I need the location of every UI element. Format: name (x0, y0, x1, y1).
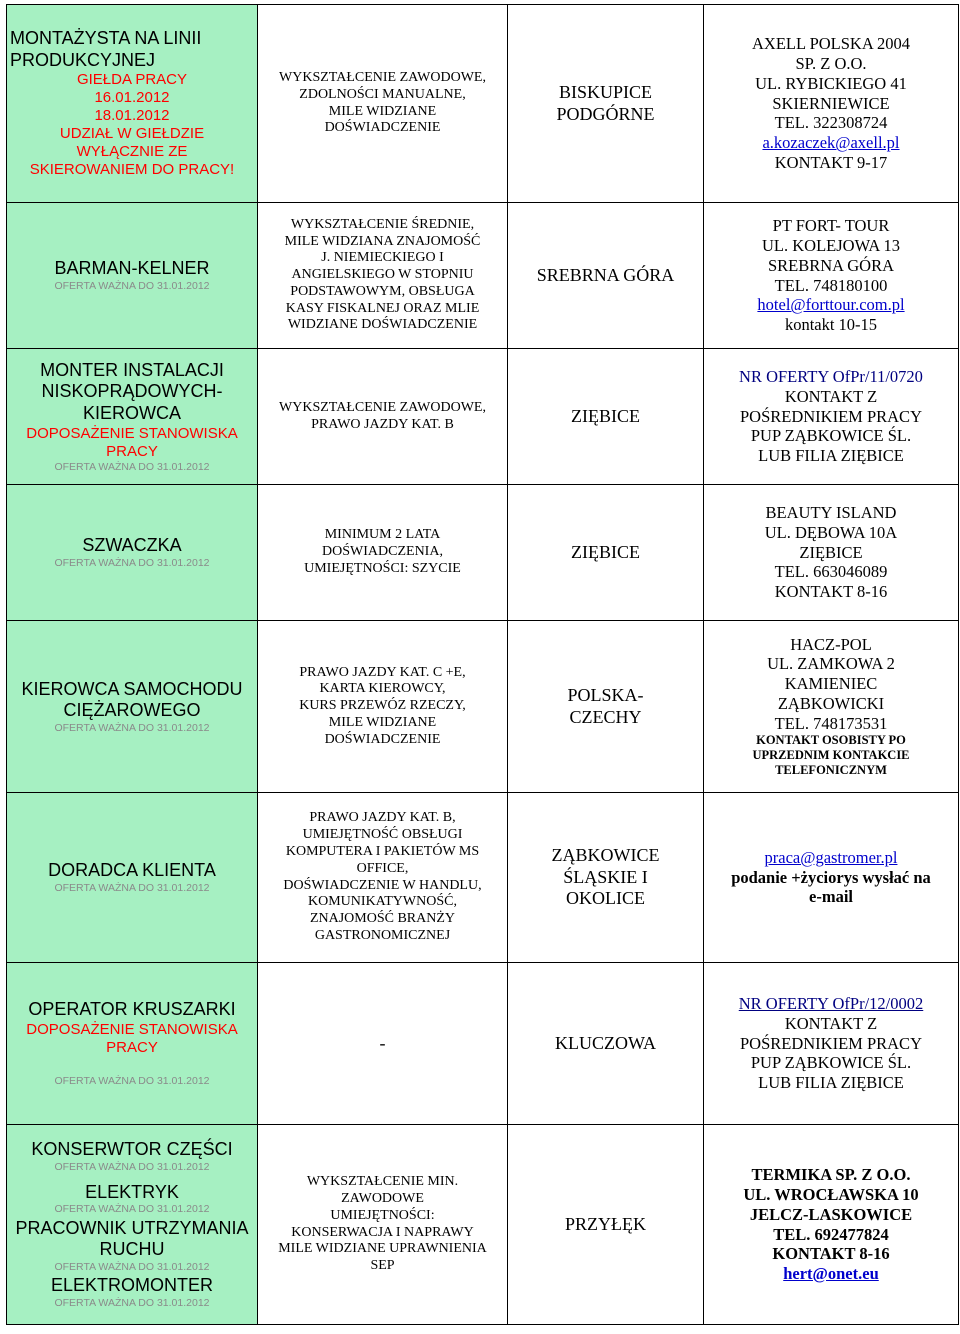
job-title: KONSERWTOR CZĘŚCI (31, 1139, 233, 1160)
requirement-line: WYKSZTAŁCENIE MIN. (306, 1174, 459, 1190)
requirements-cell (258, 485, 508, 621)
place-line: PODGÓRNE (556, 103, 655, 124)
contact-line: KONTAKT Z (784, 1013, 878, 1033)
requirement-line: ANGIELSKIEGO W STOPNIU (291, 267, 474, 283)
job-note: PRACY (106, 1039, 158, 1056)
contact-line: LUB FILIA ZIĘBICE (758, 446, 904, 466)
requirement-line: - (379, 1032, 386, 1053)
requirements-cell (258, 621, 508, 793)
contact-line: KONTAKT 9-17 (774, 152, 888, 172)
contact-line: UL. WROCŁAWSKA 10 (743, 1184, 919, 1204)
job-note: UDZIAŁ W GIEŁDZIE (59, 125, 205, 143)
requirement-line: KOMUNIKATYWNOŚĆ, (308, 894, 457, 910)
contact-line: AXELL POLSKA 2004 (752, 34, 910, 54)
contact-line: KAMIENIEC (784, 674, 878, 694)
place-line: ZIĘBICE (571, 541, 640, 562)
place-cell (508, 485, 704, 621)
place-line: ZIĘBICE (571, 405, 640, 426)
validity-note: OFERTA WAŻNA DO 31.01.2012 (54, 1203, 210, 1216)
contact-line: TEL. 663046089 (774, 562, 888, 582)
job-note: GIEŁDA PRACY (76, 71, 188, 89)
requirement-line: MILE WIDZIANE (328, 103, 437, 119)
table-row (7, 793, 959, 963)
job-cell (7, 203, 258, 349)
place-line: PRZYŁĘK (565, 1213, 646, 1234)
requirement-line: DOŚWIADCZENIE (324, 120, 441, 136)
validity-note: OFERTA WAŻNA DO 31.01.2012 (54, 882, 210, 894)
contact-cell (704, 5, 959, 203)
requirement-line: KASY FISKALNEJ ORAZ MLIE (285, 300, 480, 316)
place-line: BISKUPICE (558, 81, 652, 102)
contact-line: TEL. 322308724 (774, 113, 888, 133)
offer-number: NR OFERTY OfPr/12/0002 (738, 994, 924, 1013)
email-link[interactable]: hotel@forttour.com.pl (757, 295, 905, 315)
place-cell (508, 203, 704, 349)
requirement-line: PRAWO JAZDY KAT. C +E, (299, 664, 466, 680)
contact-cell (704, 963, 959, 1125)
contact-note: KONTAKT OSOBISTY PO (756, 733, 906, 748)
place-line: POLSKA- (567, 684, 644, 705)
place-line: ZĄBKOWICE (551, 845, 660, 866)
validity-note: OFERTA WAŻNA DO 31.01.2012 (54, 460, 210, 473)
requirement-line: DOŚWIADCZENIA, (322, 544, 443, 560)
place-line: ŚLĄSKIE I (563, 866, 648, 887)
requirement-line: GASTRONOMICZNEJ (314, 927, 451, 943)
contact-line: BEAUTY ISLAND (765, 503, 897, 522)
requirement-line: MILE WIDZIANE (328, 714, 437, 730)
requirement-line: PRAWO JAZDY KAT. B, (309, 810, 456, 826)
requirements-cell (258, 1125, 508, 1325)
contact-line: LUB FILIA ZIĘBICE (758, 1073, 904, 1093)
place-line: OKOLICE (566, 888, 645, 909)
contact-cell (704, 349, 959, 485)
requirement-line: PRAWO JAZDY KAT. B (311, 416, 454, 432)
validity-note: OFERTA WAŻNA DO 31.01.2012 (54, 280, 210, 292)
validity-note: OFERTA WAŻNA DO 31.01.2012 (54, 1260, 210, 1273)
job-title: SZWACZKA (82, 535, 182, 556)
contact-line: TERMIKA SP. Z O.O. (751, 1165, 911, 1185)
job-note: 16.01.2012 (94, 89, 170, 107)
requirement-line: KURS PRZEWÓZ RZECZY, (299, 698, 466, 714)
requirements-cell (258, 349, 508, 485)
contact-line: PUP ZĄBKOWICE ŚL. (750, 426, 912, 446)
contact-line: kontakt 10-15 (784, 315, 878, 335)
table-row (7, 1125, 959, 1325)
validity-note: OFERTA WAŻNA DO 31.01.2012 (54, 1297, 210, 1310)
requirement-line: MINIMUM 2 LATA (324, 527, 441, 543)
job-title: ELEKTRYK (85, 1181, 179, 1202)
requirements-cell (258, 203, 508, 349)
validity-note: OFERTA WAŻNA DO 31.01.2012 (54, 1075, 210, 1087)
requirement-line: DOŚWIADCZENIE (324, 731, 441, 747)
contact-line: JELCZ-LASKOWICE (749, 1204, 913, 1224)
contact-line: PT FORT- TOUR (772, 216, 890, 236)
offer-number: NR OFERTY OfPr/11/0720 (739, 367, 923, 386)
job-title: KIEROWCA SAMOCHODU CIĘŻAROWEGO (21, 678, 243, 721)
contact-line: POŚREDNIKIEM PRACY (740, 406, 922, 426)
requirement-line: MILE WIDZIANA ZNAJOMOŚĆ (284, 233, 481, 249)
contact-line: HACZ-POL (790, 634, 872, 654)
requirement-line: ZAWODOWE (341, 1190, 424, 1206)
contact-cell (704, 621, 959, 793)
requirements-cell (258, 963, 508, 1125)
contact-line: PUP ZĄBKOWICE ŚL. (750, 1053, 912, 1073)
requirements-cell (258, 5, 508, 203)
contact-line: SKIERNIEWICE (772, 93, 890, 113)
contact-note: TELEFONICZNYM (775, 763, 887, 778)
requirement-line: WIDZIANE DOŚWIADCZENIE (287, 317, 478, 333)
job-cell (7, 963, 258, 1125)
contact-line: TEL. 748173531 (774, 713, 888, 733)
contact-line: UL. DĘBOWA 10A (764, 522, 898, 542)
job-title: ELEKTROMONTER (50, 1275, 214, 1296)
contact-line: UL. KOLEJOWA 13 (762, 235, 900, 255)
contact-line: KONTAKT 8-16 (772, 1244, 890, 1264)
contact-line: POŚREDNIKIEM PRACY (740, 1033, 922, 1053)
job-title: MONTER INSTALACJI NISKOPRĄDOWYCH-KIEROWCA (40, 359, 224, 423)
contact-line: UL. ZAMKOWA 2 (767, 654, 895, 674)
place-line: SREBRNA GÓRA (536, 264, 675, 285)
job-note: WYŁĄCZNIE ZE (76, 143, 188, 161)
table-row (7, 203, 959, 349)
contact-line: TEL. 692477824 (773, 1224, 889, 1244)
place-line: CZECHY (569, 706, 642, 727)
contact-line: SP. Z O.O. (795, 54, 867, 73)
contact-line: KONTAKT Z (784, 386, 878, 406)
contact-line: podanie +życiorys wysłać na (731, 867, 931, 887)
email-link[interactable]: praca@gastromer.pl (764, 847, 898, 867)
requirement-line: J. NIEMIECKIEGO I (321, 250, 444, 266)
job-cell (7, 485, 258, 621)
place-line: KLUCZOWA (555, 1032, 656, 1053)
place-cell (508, 1125, 704, 1325)
validity-note: OFERTA WAŻNA DO 31.01.2012 (54, 557, 210, 569)
requirement-line: MILE WIDZIANE UPRAWNIENIA (278, 1241, 487, 1257)
job-cell (7, 621, 258, 793)
job-title: OPERATOR KRUSZARKI (28, 999, 236, 1020)
requirement-line: WYKSZTAŁCENIE ZAWODOWE, (279, 399, 486, 415)
place-cell (508, 963, 704, 1125)
contact-cell (704, 485, 959, 621)
place-cell (508, 349, 704, 485)
contact-line: ZIĘBICE (799, 542, 863, 562)
job-cell (7, 5, 258, 203)
contact-cell (704, 793, 959, 963)
table-row (7, 621, 959, 793)
contact-line: ZĄBKOWICKI (777, 693, 885, 713)
table-row (7, 5, 959, 203)
requirement-line: UMIEJĘTNOŚĆ OBSŁUGI (302, 827, 463, 843)
requirement-line: DOŚWIADCZENIE W HANDLU, (283, 877, 482, 893)
requirement-line: WYKSZTAŁCENIE ZAWODOWE, (279, 69, 486, 85)
job-note: DOPOSAŻENIE STANOWISKA (26, 424, 238, 442)
requirement-line: ZDOLNOŚCI MANUALNE, (299, 86, 466, 102)
place-cell (508, 621, 704, 793)
table-row (7, 349, 959, 485)
validity-note: OFERTA WAŻNA DO 31.01.2012 (54, 1160, 210, 1173)
job-note: DOPOSAŻENIE STANOWISKA (26, 1021, 238, 1038)
place-cell (508, 5, 704, 203)
job-note: SKIEROWANIEM DO PRACY! (29, 161, 235, 179)
contact-line: SREBRNA GÓRA (767, 255, 895, 275)
requirement-line: UMIEJĘTNOŚCI: (330, 1207, 435, 1223)
job-note: PRACY (106, 442, 158, 460)
job-cell (7, 349, 258, 485)
requirement-line: KOMPUTERA I PAKIETÓW MS (285, 843, 480, 859)
email-link[interactable]: hert@onet.eu (783, 1264, 879, 1284)
requirement-line: SEP (370, 1258, 395, 1274)
job-note: 18.01.2012 (94, 107, 170, 125)
requirement-line: KARTA KIEROWCY, (319, 681, 446, 697)
job-title: BARMAN-KELNER (54, 258, 210, 279)
requirement-line: OFFICE, (356, 860, 409, 876)
contact-line: KONTAKT 8-16 (774, 582, 888, 602)
job-title: PRACOWNIK UTRZYMANIA RUCHU (15, 1217, 249, 1260)
contact-line: UL. RYBICKIEGO 41 (755, 73, 907, 93)
table-row (7, 963, 959, 1125)
requirements-cell (258, 793, 508, 963)
requirement-line: PODSTAWOWYM, OBSŁUGA (290, 283, 475, 299)
validity-note: OFERTA WAŻNA DO 31.01.2012 (54, 721, 210, 734)
requirement-line: WYKSZTAŁCENIE ŚREDNIE, (290, 216, 475, 232)
contact-line: TEL. 748180100 (774, 275, 888, 295)
email-link[interactable]: a.kozaczek@axell.pl (762, 133, 900, 153)
requirement-line: ZNAJOMOŚĆ BRANŻY (309, 911, 456, 927)
job-title: DORADCA KLIENTA (48, 860, 216, 881)
job-cell (7, 1125, 258, 1325)
requirement-line: KONSERWACJA I NAPRAWY (291, 1224, 474, 1240)
job-title: MONTAŻYSTA NA LINII PRODUKCYJNEJ (10, 27, 202, 70)
contact-note: UPRZEDNIM KONTAKCIE (752, 748, 910, 763)
place-cell (508, 793, 704, 963)
requirement-line: UMIEJĘTNOŚCI: SZYCIE (304, 560, 461, 576)
contact-cell (704, 1125, 959, 1325)
job-cell (7, 793, 258, 963)
table-row (7, 485, 959, 621)
job-offers-table (6, 4, 959, 1325)
contact-cell (704, 203, 959, 349)
contact-line: e-mail (809, 887, 853, 907)
